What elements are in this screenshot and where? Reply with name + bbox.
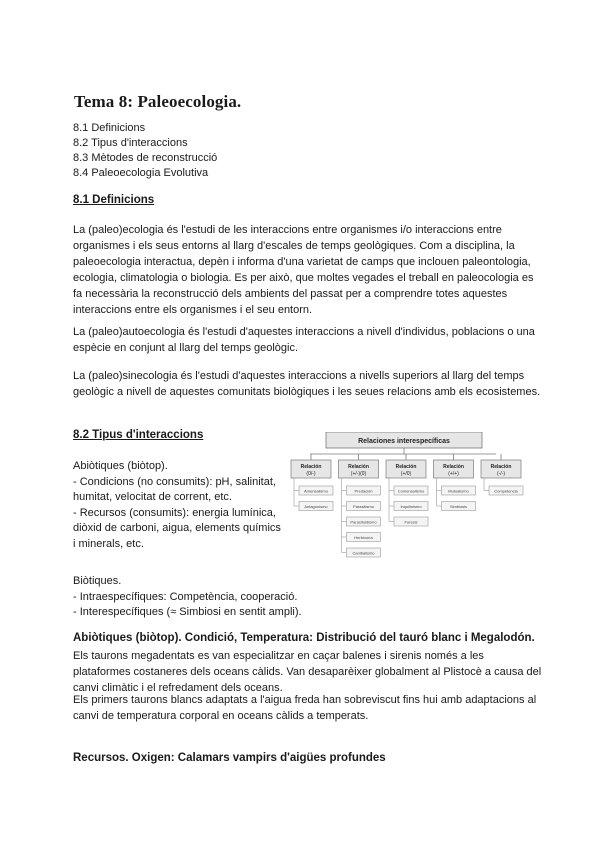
abiotic-conditions: - Condicions (no consumits): pH, salinitat, humitat, velocitat de corrent, etc. xyxy=(73,475,276,503)
relation-item: Antagonismo xyxy=(304,503,328,509)
biotic-list xyxy=(73,574,333,621)
relation-item: Amensalismo xyxy=(303,488,329,494)
abiotic-heading: Abiòtiques (biòtop). xyxy=(73,460,168,472)
relation-sign: (+/0) xyxy=(400,471,412,477)
paragraph-autoecologia: La (paleo)autoecologia és l'estudi d'aquestes interaccions a nivell d'individus, poblacions o una espècie en conjunt al llarg del temps geològic. xyxy=(73,326,535,354)
relation-item: Mutualismo xyxy=(448,488,469,494)
biotic-heading: Biòtiques. xyxy=(73,575,122,587)
section-heading-definicions: 8.1 Definicions xyxy=(73,194,155,206)
relation-item: Herbivoría xyxy=(354,534,373,540)
toc-item: 8.1 Definicions xyxy=(73,122,146,134)
relation-label: Relación xyxy=(490,464,512,470)
toc-item: 8.2 Tipus d'interaccions xyxy=(73,137,188,149)
relation-item: Parasitismo xyxy=(353,503,374,509)
relation-item: Simbiosis xyxy=(449,503,468,509)
relation-sign: (+/+) xyxy=(448,471,459,477)
relation-sign: (-/-) xyxy=(496,471,506,477)
paragraph-sinecologia: La (paleo)sinecologia és l'estudi d'aquestes interaccions a nivells superiors al llarg del temps geològic a nivell de aquestes comunitats biològiques i les seues relacions amb els ecosistemes. xyxy=(73,370,541,398)
diagram-title: Relaciones interespecíficas xyxy=(358,438,450,445)
relation-item: Canibalismo xyxy=(352,550,375,556)
relation-item: Competencia xyxy=(494,488,518,494)
table-of-contents xyxy=(73,121,217,181)
example-heading-oxygen: Recursos. Oxigen: Calamars vampirs d'aigües profundes xyxy=(73,752,386,764)
example-heading-temperature: Abiòtiques (biòtop). Condició, Temperatura: Distribució del tauró blanc i Megalodón. xyxy=(73,632,535,644)
page-title: Tema 8: Paleoecologia. xyxy=(74,92,242,111)
section-heading-tipus-interaccions: 8.2 Tipus d'interaccions xyxy=(73,429,204,441)
paragraph-megalodon: Els taurons megadentats es van especialitzar en caçar balenes i sirenis només a les plataformes costaneres dels oceans càlids. Van desaparèixer globalment al Plistocè a causa del canvi climàtic i el refredament dels oceans. xyxy=(73,650,542,694)
relation-item: Predación xyxy=(354,488,373,494)
relation-item: Inquilinismo xyxy=(400,503,422,509)
abiotic-list xyxy=(73,459,283,552)
relation-item: Comensalismo xyxy=(397,488,425,494)
relation-label: Relación xyxy=(348,464,369,470)
paragraph-white-shark: Els primers taurons blancs adaptats a l'aigua freda han sobreviscut fins hui amb adaptacions al canvi de temperatura corporal en oceans càlids a temperats. xyxy=(73,694,537,722)
toc-item: 8.3 Mètodes de reconstrucció xyxy=(73,152,218,164)
relation-label: Relación xyxy=(300,464,322,470)
relation-label: Relación xyxy=(443,464,464,470)
interspecific-relations-diagram xyxy=(286,432,536,572)
abiotic-resources: - Recursos (consumits): energia lumínica, diòxid de carboni, aigua, elements químics i minerals, etc. xyxy=(73,506,281,550)
toc-item: 8.4 Paleoecologia Evolutiva xyxy=(73,167,209,179)
relation-sign: (0/-) xyxy=(306,471,316,477)
biotic-intraspecific: - Intraespecífiques: Competència, cooperació. xyxy=(73,590,298,603)
relation-label: Relación xyxy=(395,464,417,470)
diagram-svg xyxy=(286,432,536,572)
relation-item: Parasitoidismo xyxy=(350,519,377,525)
relation-sign: (+/-)(0) xyxy=(350,471,367,477)
paragraph-paleoecologia: La (paleo)ecologia és l'estudi de les interaccions entre organismes i/o interaccions entre organismes i els seus entorns al llarg d'escales de temps geològiques. Com a disciplina, la paleoecologia interactua, depèn i informa d'una varietat de camps que inclouen paleontologia, ecologia, climatologia o biologia. Es per això, que moltes vegades el treball en paleocologia es fa necessària la reconstrucció dels ambients del passat per a comprendre totes aquestes interaccions entre els organismes i el seu entorn. xyxy=(73,224,534,316)
relation-item: Foresis xyxy=(404,519,418,525)
biotic-interspecific: - Interespecífiques (≈ Simbiosi en sentit ampli). xyxy=(73,606,302,618)
